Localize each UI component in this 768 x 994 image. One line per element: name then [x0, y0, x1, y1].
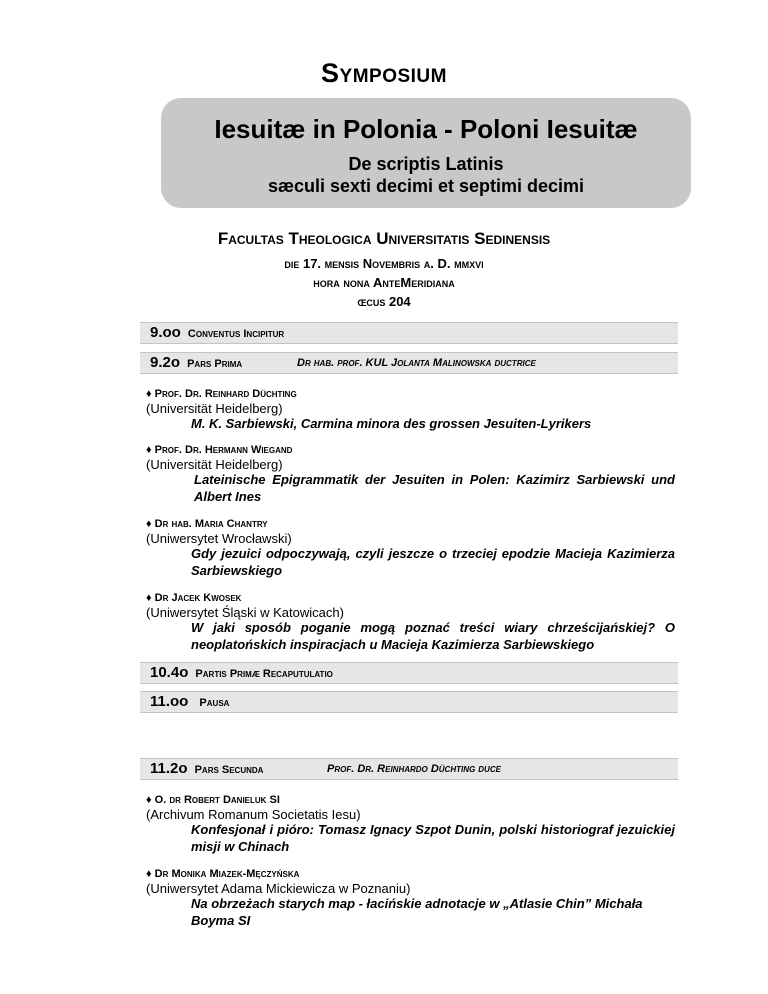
session-bar — [140, 352, 678, 374]
banner-subtitle: sæculi sexti decimi et septimi decimi — [267, 176, 585, 196]
speaker-name: ♦ Prof. Dr. Hermann Wiegand — [146, 444, 293, 456]
speaker-name: ♦ Prof. Dr. Reinhard Düchting — [146, 388, 297, 400]
banner-subtitle: De scriptis Latinis — [348, 154, 504, 174]
speaker-affiliation: (Uniwersytet Adama Mickiewicza w Poznaniu) — [146, 881, 411, 896]
session-time: 11.oo — [150, 693, 189, 710]
speaker-name: ♦ Dr hab. Maria Chantry — [146, 518, 268, 530]
talk-title: Lateinische Epigrammatik der Jesuiten in Polen: Kazimirz Sarbiewski und Albert Ines — [194, 472, 675, 504]
speaker-name: ♦ O. dr Robert Danieluk SI — [146, 794, 280, 806]
session-label: Partis Primæ Recaputulatio — [195, 668, 333, 680]
session-label: Pars Prima — [187, 358, 243, 370]
speaker-affiliation: (Archivum Romanum Societatis Iesu) — [146, 807, 361, 822]
talk-title: W jaki sposób poganie mogą poznać treści wiary chrześcijańskiej? O neoplatońskich inspiracjach u Macieja Kazimierza Sarbiewskiego — [191, 620, 675, 652]
session-label: Pars Secunda — [194, 764, 264, 776]
speaker-affiliation: (Universität Heidelberg) — [146, 457, 283, 472]
session-chair: Dr hab. prof. KUL Jolanta Malinowska ductrice — [297, 357, 536, 369]
symposium-banner — [161, 98, 691, 208]
session-bar — [140, 691, 678, 713]
talk-title: Na obrzeżach starych map - łacińskie adnotacje w „Atlasie Chin” Michała Boyma SI — [191, 896, 643, 928]
speaker-name: ♦ Dr Jacek Kwosek — [146, 592, 242, 604]
session-bar — [140, 322, 678, 344]
session-chair: Prof. Dr. Reinhardo Düchting duce — [327, 763, 501, 775]
session-label: Pausa — [199, 697, 230, 709]
speaker-affiliation: (Universität Heidelberg) — [146, 401, 283, 416]
session-time: 9.2o — [150, 354, 181, 371]
banner-title: Iesuitæ in Polonia - Poloni Iesuitæ — [214, 114, 638, 144]
speaker-name: ♦ Dr Monika Miazek-Męczyńska — [146, 868, 300, 880]
speaker-affiliation: (Uniwersytet Wrocławski) — [146, 531, 292, 546]
speaker-affiliation: (Uniwersytet Śląski w Katowicach) — [146, 605, 344, 620]
session-time: 10.4o — [150, 664, 189, 681]
session-label: Conventus Incipitur — [187, 328, 285, 340]
session-bar — [140, 758, 678, 780]
session-time: 9.oo — [150, 324, 181, 341]
session-time: 11.2o — [150, 760, 188, 777]
faculty-name: Facultas Theologica Universitatis Sedinensis — [217, 229, 551, 248]
talk-title: Konfesjonał i pióro: Tomasz Ignacy Szpot Dunin, polski historiograf jezuickiej misji w Chinach — [191, 822, 675, 854]
page-title: Symposium — [321, 58, 447, 88]
event-hour: hora nona AnteMeridiana — [313, 275, 455, 290]
session-bar — [140, 662, 678, 684]
event-room: œcus 204 — [357, 294, 411, 309]
talk-title: Gdy jezuici odpoczywają, czyli jeszcze o trzeciej epodzie Macieja Kazimierza Sarbiewskiego — [191, 546, 675, 578]
event-date: die 17. mensis Novembris a. D. mmxvi — [284, 256, 484, 271]
talk-title: M. K. Sarbiewski, Carmina minora des grossen Jesuiten-Lyrikers — [191, 416, 592, 431]
